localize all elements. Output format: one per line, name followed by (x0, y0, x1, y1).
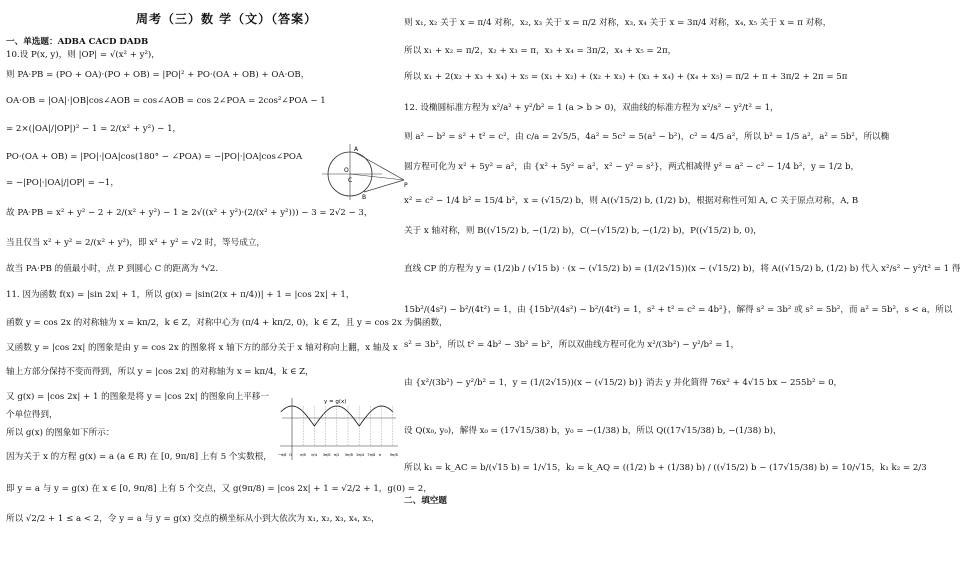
q12-line-8: s² = 3b²，所以 t² = 4b² − 3b² = b²，所以双曲线方程可化为 x²/(3b²) − y²/b² = 1， (404, 340, 740, 350)
q10-line-1: 10.设 P(x, y)，则 |OP| = √(x² + y²)， (6, 50, 160, 60)
label-P: P (404, 182, 408, 189)
circle-tangent-figure (320, 140, 410, 202)
graph-tick-label: 3π/4 (356, 453, 365, 457)
q11-right-line-1: 则 x₁, x₂ 关于 x = π/4 对称，x₂, x₃ 关于 x = π/2 对称，x₃, x₄ 关于 x = 3π/4 对称，x₄, x₅ 关于 x = π 对称， (404, 18, 832, 28)
q10-line-2: 则 PA·PB = (PO + OA)·(PO + OB) = |PO|² + PO·(OA + OB) + OA·OB， (6, 70, 310, 80)
q11-line-9: 即 y = a 与 y = g(x) 在 x ∈ [0, 9π/8] 上有 5 个交点，又 g(9π/8) = |cos 2x| + 1 = √2/2 + 1，g(0) = 2， (6, 484, 432, 494)
q11-line-10: 所以 √2/2 + 1 ≤ a < 2，令 y = a 与 y = g(x) 交点的横坐标从小到大依次为 x₁, x₂, x₃, x₄, x₅， (6, 514, 380, 524)
q12-line-5: 关于 x 轴对称，则 B((√15/2) b, −(1/2) b)，C(−(√15/2) b, −(1/2) b)，P((√15/2) b, 0)， (404, 226, 762, 236)
q12-line-7: 15b²/(4s²) − b²/(4t²) = 1，由 {15b²/(4s²) − b²/(4t²) = 1，s² + t² = c² = 4b²}，解得 s² = 3b² 或 s² = 5b²，而 a² = 5b²，s < a，所以 (404, 305, 953, 315)
q12-line-10: 设 Q(x₀, y₀)，解得 x₀ = (17√15/38) b，y₀ = −(1/38) b，所以 Q((17√15/38) b, −(1/38) b)， (404, 426, 782, 436)
graph-tick-label: π (378, 453, 381, 457)
q10-line-8: 当且仅当 x² + y² = 2/(x² + y²)，即 x² + y² = √2 时，等号成立， (6, 238, 266, 248)
q12-line-2: 则 a² − b² = s² + t² = c²，由 c/a = 2√5/5，4a² = 5c² = 5(a² − b²)，c² = 4/5 a²，所以 b² = 1/5 a²，a² = 5b²，所以椭 (404, 132, 890, 142)
q12-line-11: 所以 k₁ = k_AC = b/(√15 b) = 1/√15，k₂ = k_AQ = ((1/2) b + (1/38) b) / ((√15/2) b − (17√15/38) b) = 10/√15，k₁ k₂ = 2/3 (404, 463, 927, 473)
q11-line-3: 又函数 y = |cos 2x| 的图象是由 y = cos 2x 的图象将 x 轴下方的部分关于 x 轴对称向上翻，x 轴及 x (6, 343, 398, 353)
label-B: B (362, 194, 367, 201)
label-O: O (344, 167, 349, 174)
q10-line-7: 故 PA·PB = x² + y² − 2 + 2/(x² + y²) − 1 ≥ 2√((x² + y²)·(2/(x² + y²))) − 3 = 2√2 − 3， (6, 208, 373, 218)
q12-line-6: 直线 CP 的方程为 y = (1/2)b / (√15 b) · (x − (√15/2) b) = (1/(2√15))(x − (√15/2) b)，将 A((√15/2) b, (1/2) b) 代入 x²/s² − y²/t² = 1 得 (404, 264, 960, 274)
q12-line-3: 圆方程可化为 x² + 5y² = a²，由 {x² + 5y² = a²，x² − y² = s²}，两式相减得 y² = a² − c² − 1/4 b²，y = 1/2 b， (404, 162, 860, 172)
q11-line-7: 所以 g(x) 的图象如下所示： (6, 428, 115, 438)
graph-tick-label: π/8 (300, 453, 306, 457)
q11-line-5: 又 g(x) = |cos 2x| + 1 的图象是将 y = |cos 2x| 的图象向上平移一 (6, 392, 270, 402)
q10-line-3: OA·OB = |OA|·|OB|cos∠AOB = cos∠AOB = cos 2∠POA = 2cos²∠POA − 1 (6, 96, 326, 106)
q10-line-5: PO·(OA + OB) = |PO|·|OA|cos(180° − ∠POA) = −|PO|·|OA|cos∠POA (6, 152, 303, 162)
graph-tick-label: 9π/8 (389, 453, 398, 457)
graph-tick-label: O (289, 453, 292, 457)
label-A: A (354, 146, 359, 153)
q12-line-1: 12. 设椭圆标准方程为 x²/a² + y²/b² = 1 (a > b > 0)，双曲线的标准方程为 x²/s² − y²/t² = 1， (404, 103, 779, 113)
multiple-choice-answers: 一、单选题：ADBA CACD DADB (6, 37, 149, 47)
q11-line-6: 个单位得到， (6, 410, 58, 420)
graph-tick-label: π/4 (311, 453, 318, 457)
graph-tick-label: −π/8 (277, 453, 287, 457)
q12-line-4: x² = c² − 1/4 b² = 15/4 b²，x = (√15/2) b，则 A((√15/2) b, (1/2) b)，根据对称性可知 A, C 关于原点对称，A, B (404, 196, 859, 206)
graph-tick-label: 3π/8 (322, 453, 331, 457)
q11-line-8: 因为关于 x 的方程 g(x) = a (a ∈ R) 在 [0, 9π/8] 上有 5 个实数根， (6, 452, 272, 462)
graph-label: y = g(x) (324, 399, 347, 405)
q10-line-4: = 2×(|OA|/|OP|)² − 1 = 2/(x² + y²) − 1， (6, 124, 182, 134)
graph-tick-label: 7π/8 (367, 453, 376, 457)
graph-tick-label: π/2 (333, 453, 340, 457)
q11-line-4: 轴上方部分保持不变而得到，所以 y = |cos 2x| 的对称轴为 x = kπ/4，k ∈ Z， (6, 367, 314, 377)
section-fill-in-heading: 二、填空题 (404, 496, 447, 506)
q11-right-line-3: 所以 x₁ + 2(x₂ + x₃ + x₄) + x₅ = (x₁ + x₂) + (x₂ + x₃) + (x₃ + x₄) + (x₄ + x₅) = π/2 + π + 3π/2 + 2π = 5π (404, 72, 848, 82)
graph-tick-label: 5π/8 (345, 453, 353, 457)
g-function-graph (276, 394, 401, 466)
label-C: C (348, 177, 353, 184)
q11-line-1: 11. 因为函数 f(x) = |sin 2x| + 1，所以 g(x) = |sin(2(x + π/4))| + 1 = |cos 2x| + 1， (6, 290, 355, 300)
q12-line-9: 由 {x²/(3b²) − y²/b² = 1，y = (1/(2√15))(x − (√15/2) b)} 消去 y 并化简得 76x² + 4√15 bx − 255b² = 0， (404, 378, 843, 388)
q10-line-6: = −|PO|·|OA|/|OP| = −1， (6, 178, 119, 188)
q10-conclusion: 故当 PA·PB 的值最小时，点 P 到圆心 C 的距离为 ⁴√2. (6, 264, 219, 274)
q11-line-2: 函数 y = cos 2x 的对称轴为 x = kπ/2，k ∈ Z，对称中心为 (π/4 + kπ/2, 0)，k ∈ Z，且 y = cos 2x 为偶函数， (6, 318, 448, 328)
document-title: 周考（三）数 学（文）（答案） (136, 12, 318, 26)
q11-right-line-2: 所以 x₁ + x₂ = π/2，x₂ + x₃ = π，x₃ + x₄ = 3π/2，x₄ + x₅ = 2π， (404, 46, 677, 56)
